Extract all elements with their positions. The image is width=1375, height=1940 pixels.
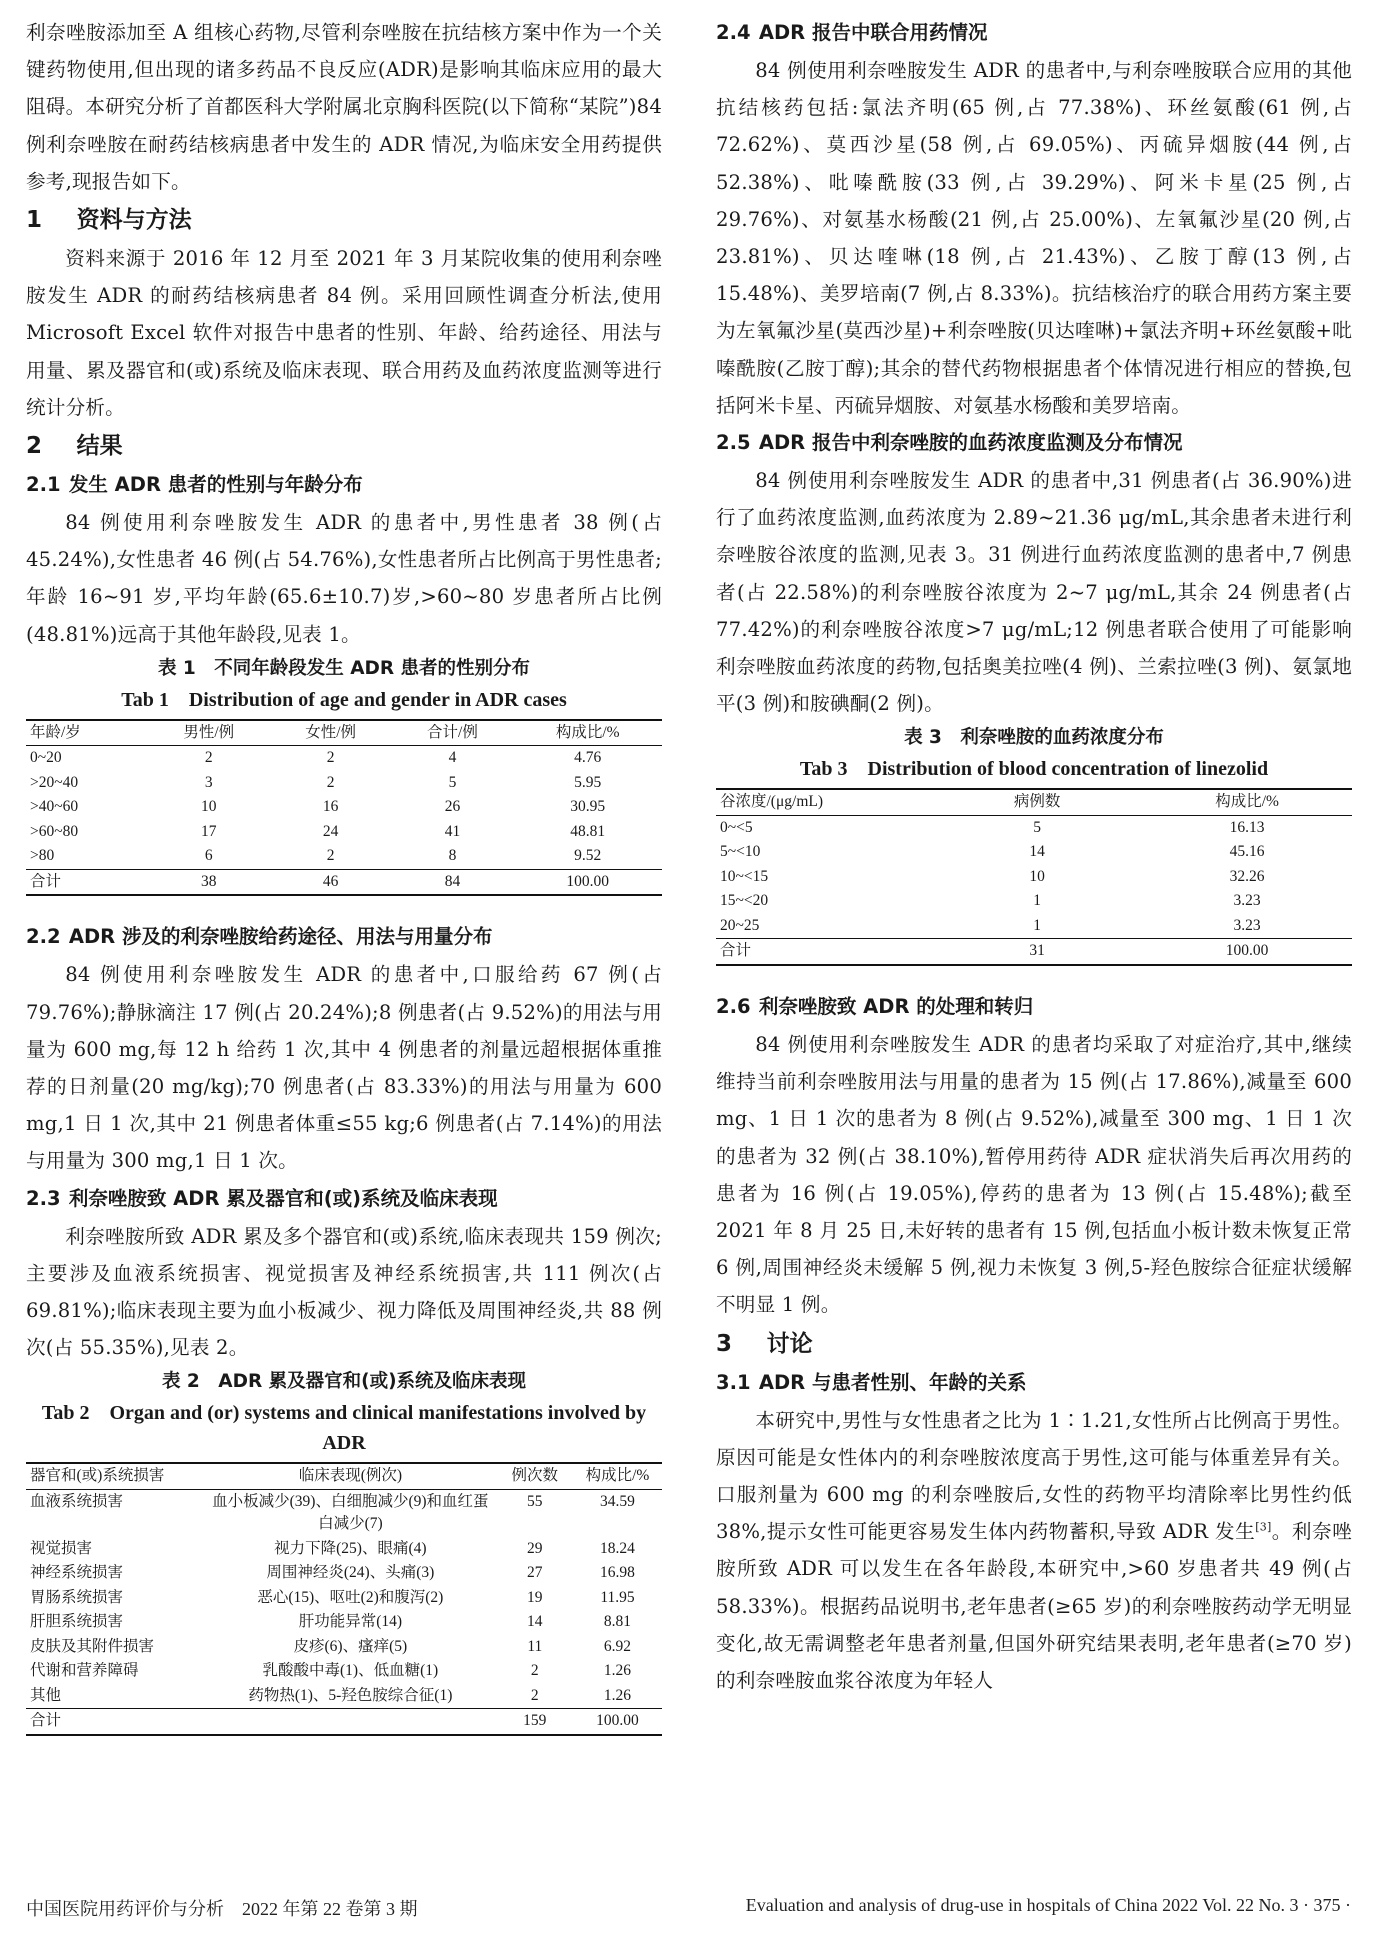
table-row	[26, 1561, 662, 1586]
subsection-number: 3.1	[716, 1370, 751, 1394]
subsection-title: 发生 ADR 患者的性别与年龄分布	[68, 473, 363, 497]
table-header: 例次数	[511, 1467, 559, 1485]
table-row	[716, 914, 1352, 939]
subsection-number: 2.6	[716, 994, 751, 1018]
subsection-number: 2.3	[26, 1186, 61, 1210]
table-cell: 84	[444, 872, 461, 890]
table-cell: 26	[444, 798, 461, 816]
subsection-title: ADR 与患者性别、年龄的关系	[758, 1370, 1027, 1394]
table-row	[26, 795, 662, 820]
table-cell: 32.26	[1229, 867, 1265, 885]
section-title: 讨论	[766, 1330, 813, 1357]
subsection-title: ADR 报告中利奈唑胺的血药浓度监测及分布情况	[758, 431, 1183, 455]
table-cell: 10	[1029, 867, 1045, 885]
table-cell: >80	[30, 847, 55, 865]
table-cell: 16.13	[1229, 818, 1265, 836]
section-number: 3	[716, 1330, 733, 1357]
intro-paragraph: 利奈唑胺添加至 A 组核心药物,尽管利奈唑胺在抗结核方案中作为一个关键药物使用,但出现的诸多药品不良反应(ADR)是影响其临床应用的最大阻碍。本研究分析了首都医科大学附属北京胸科医院(以下简称“某院”)84 例利奈唑胺在耐药结核病患者中发生的 ADR 情况,为临床安全用药提供参考,现报告如下。	[26, 21, 662, 193]
table-1	[26, 719, 662, 897]
table-cell: 药物热(1)、5-羟色胺综合征(1)	[248, 1686, 453, 1704]
table-cell: 2	[530, 1662, 539, 1680]
table-cell: 14	[1029, 843, 1045, 861]
footer-journal-en	[746, 1895, 1351, 1916]
table-cell: 肝功能异常(14)	[298, 1613, 403, 1631]
table-row	[716, 840, 1352, 865]
table-header-row	[26, 720, 662, 746]
table-cell: 100.00	[596, 1712, 639, 1730]
table-cell: 8.81	[603, 1613, 632, 1631]
table-cell: 5	[448, 773, 457, 791]
table-header: 女性/例	[305, 723, 357, 741]
table-cell: 100.00	[1225, 942, 1269, 960]
table-row	[26, 746, 662, 771]
table-cell: 2	[326, 749, 335, 767]
table-cell: 2	[326, 847, 335, 865]
table-cell: 6.92	[603, 1637, 632, 1655]
table-cell: 0~20	[30, 749, 62, 767]
table-row	[26, 1684, 662, 1709]
table-cell: 1	[1033, 892, 1042, 910]
table-cell: 胃肠系统损害	[30, 1588, 124, 1606]
table-cell: 皮疹(6)、瘙痒(5)	[293, 1637, 408, 1655]
subsection-number: 2.5	[716, 431, 751, 455]
table-row	[716, 815, 1352, 840]
table-1-caption-en: Tab 1 Distribution of age and gender in ADR cases	[121, 688, 567, 711]
table-cell: 18.24	[600, 1539, 635, 1557]
table-cell: 合计	[720, 942, 752, 960]
table-cell: 2	[530, 1686, 539, 1704]
left-column	[26, 14, 662, 1736]
table-cell: 1.26	[603, 1686, 632, 1704]
paragraph-text: 。利奈唑胺所致 ADR 可以发生在各年龄段,本研究中,>60 岁患者共 49 例(占 58.33%)。根据药品说明书,老年患者(≥65 岁)的利奈唑胺药动学无明显变化,故无需调整老年患者剂量,但国外研究结果表明,老年患者(≥70 岁)的利奈唑胺血浆谷浓度为年轻人	[716, 1520, 1352, 1692]
table-cell: 14	[527, 1613, 543, 1631]
section-number: 1	[26, 207, 43, 234]
table-cell: 10~<15	[720, 867, 769, 885]
section-2-4-heading	[716, 14, 1352, 52]
section-2-5-heading	[716, 424, 1352, 462]
table-cell: 100.00	[566, 872, 609, 890]
table-cell: 30.95	[570, 798, 606, 816]
table-row	[26, 1489, 662, 1537]
table-cell: 周围神经炎(24)、头痛(3)	[266, 1564, 435, 1582]
table-cell: 17	[201, 822, 217, 840]
table-total-row	[26, 1709, 662, 1735]
table-cell: 16.98	[600, 1564, 635, 1582]
table-cell: 视觉损害	[30, 1539, 93, 1557]
table-row	[26, 1610, 662, 1635]
table-3	[716, 788, 1352, 966]
section-title: 资料与方法	[76, 207, 192, 234]
table-cell: 3.23	[1233, 892, 1261, 910]
table-row	[26, 1659, 662, 1684]
table-cell: 55	[527, 1492, 543, 1510]
table-cell: 乳酸酸中毒(1)、低血糖(1)	[262, 1662, 439, 1680]
table-cell: 0~<5	[720, 818, 753, 836]
section-2-1-paragraph: 84 例使用利奈唑胺发生 ADR 的患者中,男性患者 38 例(占 45.24%),女性患者 46 例(占 54.76%),女性患者所占比例高于男性患者;年龄 16~91 岁,平均年龄(65.6±10.7)岁,>60~80 岁患者所占比例(48.81%)远高于其他年龄段,见表 1。	[26, 511, 662, 646]
table-cell: 其他	[30, 1686, 62, 1704]
table-row	[26, 1586, 662, 1611]
table-cell: 4	[448, 749, 457, 767]
right-column	[716, 14, 1352, 1699]
table-cell: 46	[322, 872, 339, 890]
table-cell: >20~40	[30, 773, 79, 791]
section-title: 结果	[76, 433, 123, 460]
section-3-1-paragraph	[716, 1402, 1352, 1700]
table-1-caption-cn: 表 1 不同年龄段发生 ADR 患者的性别分布	[157, 657, 531, 679]
table-cell: 神经系统损害	[30, 1564, 124, 1582]
table-cell: 24	[322, 822, 339, 840]
table-row	[26, 844, 662, 869]
table-cell: 血液系统损害	[30, 1492, 124, 1510]
citation-reference[interactable]: [3]	[1255, 1520, 1272, 1534]
table-cell: 5.95	[574, 773, 602, 791]
table-3-caption-cn: 表 3 利奈唑胺的血药浓度分布	[904, 727, 1164, 749]
table-cell: 5~<10	[720, 843, 761, 861]
table-cell: 合计	[30, 1712, 62, 1730]
page-number: · 375 ·	[1303, 1895, 1351, 1915]
table-cell: 合计	[30, 872, 62, 890]
table-cell: 1.26	[603, 1662, 632, 1680]
table-cell: 9.52	[574, 847, 602, 865]
table-cell: 血小板减少(39)、白细胞减少(9)和血红蛋白减少(7)	[212, 1492, 489, 1533]
section-2-5-paragraph: 84 例使用利奈唑胺发生 ADR 的患者中,31 例患者(占 36.90%)进行了血药浓度监测,血药浓度为 2.89~21.36 μg/mL,其余患者未进行利奈唑胺谷浓度的监测,见表 3。31 例进行血药浓度监测的患者中,7 例患者(占 22.58%)的利奈唑胺谷浓度为 2~7 μg/mL,其余 24 例患者(占 77.42%)的利奈唑胺谷浓度>7 μg/mL;12 例患者联合使用了可能影响利奈唑胺血药浓度的药物,包括奥美拉唑(4 例)、兰索拉唑(3 例)、氨氯地平(3 例)和胺碘酮(2 例)。	[716, 469, 1352, 716]
table-row	[716, 889, 1352, 914]
subsection-title: 利奈唑胺致 ADR 累及器官和(或)系统及临床表现	[68, 1186, 498, 1210]
table-header: 合计/例	[427, 723, 478, 741]
table-cell	[204, 1709, 497, 1735]
section-1-paragraph: 资料来源于 2016 年 12 月至 2021 年 3 月某院收集的使用利奈唑胺发生 ADR 的耐药结核病患者 84 例。采用回顾性调查分析法,使用 Microsoft Excel 软件对报告中患者的性别、年龄、给药途径、用法与用量、累及器官和(或)系统及临床表现、联合用药及血药浓度监测等进行统计分析。	[26, 247, 662, 419]
table-header: 男性/例	[183, 723, 235, 741]
table-cell: >40~60	[30, 798, 79, 816]
section-number: 2	[26, 433, 43, 460]
table-header: 构成比/%	[585, 1467, 650, 1485]
table-cell: 代谢和营养障碍	[30, 1662, 139, 1680]
table-header: 临床表现(例次)	[298, 1467, 403, 1485]
table-total-row	[716, 939, 1352, 965]
section-2-heading	[26, 426, 662, 466]
table-2-caption-en: Tab 2 Organ and (or) systems and clinical manifestations involved by ADR	[41, 1402, 647, 1455]
table-cell: 8	[448, 847, 457, 865]
table-cell: 15~<20	[720, 892, 769, 910]
table-header: 年龄/岁	[30, 723, 81, 741]
section-2-6-paragraph: 84 例使用利奈唑胺发生 ADR 的患者均采取了对症治疗,其中,继续维持当前利奈唑胺用法与用量的患者为 15 例(占 17.86%),减量至 600 mg、1 日 1 次的患者为 8 例(占 9.52%),减量至 300 mg、1 日 1 次的患者为 32 例(占 38.10%),暂停用药待 ADR 症状消失后再次用药的患者为 16 例(占 19.05%),停药的患者为 13 例(占 15.48%);截至 2021 年 8 月 25 日,未好转的患者有 15 例,包括血小板计数未恢复正常 6 例,周围神经炎未缓解 5 例,视力未恢复 3 例,5-羟色胺综合征症状缓解不明显 1 例。	[716, 1032, 1352, 1317]
subsection-title: ADR 涉及的利奈唑胺给药途径、用法与用量分布	[68, 925, 493, 949]
section-1-heading	[26, 200, 662, 240]
table-cell: 2	[204, 749, 213, 767]
section-3-heading	[716, 1324, 1352, 1364]
table-cell: 10	[201, 798, 217, 816]
footer-journal-cn: 中国医院用药评价与分析 2022 年第 22 卷第 3 期	[26, 1899, 418, 1919]
table-cell: 159	[523, 1712, 547, 1730]
table-row	[26, 771, 662, 796]
table-row	[26, 820, 662, 845]
table-cell: 20~25	[720, 916, 760, 934]
table-cell: 34.59	[600, 1492, 635, 1510]
table-header-row	[716, 789, 1352, 815]
table-row	[716, 865, 1352, 890]
table-cell: 4.76	[574, 749, 602, 767]
section-2-1-heading	[26, 466, 662, 504]
table-cell: 31	[1029, 942, 1045, 960]
section-2-2-paragraph: 84 例使用利奈唑胺发生 ADR 的患者中,口服给药 67 例(占 79.76%);静脉滴注 17 例(占 20.24%);8 例患者(占 9.52%)的用法与用量为 600 mg,每 12 h 给药 1 次,其中 4 例患者的剂量远超根据体重推荐的日剂量(20 mg/kg);70 例患者(占 83.33%)的用法与用量为 600 mg,1 日 1 次,其中 21 例患者体重≤55 kg;6 例患者(占 7.14%)的用法与用量为 300 mg,1 日 1 次。	[26, 963, 662, 1173]
table-cell: 19	[527, 1588, 543, 1606]
section-2-4-paragraph: 84 例使用利奈唑胺发生 ADR 的患者中,与利奈唑胺联合应用的其他抗结核药包括:氯法齐明(65 例,占 77.38%)、环丝氨酸(61 例,占 72.62%)、莫西沙星(58 例,占 69.05%)、丙硫异烟胺(44 例,占 52.38%)、吡嗪酰胺(33 例,占 39.29%)、阿米卡星(25 例,占 29.76%)、对氨基水杨酸(21 例,占 25.00%)、左氧氟沙星(20 例,占 23.81%)、贝达喹啉(18 例,占 21.43%)、乙胺丁醇(13 例,占 15.48%)、美罗培南(7 例,占 8.33%)。抗结核治疗的联合用药方案主要为左氧氟沙星(莫西沙星)+利奈唑胺(贝达喹啉)+氯法齐明+环丝氨酸+吡嗪酰胺(乙胺丁醇);其余的替代药物根据患者个体情况进行相应的替换,包括阿米卡星、丙硫异烟胺、对氨基水杨酸和美罗培南。	[716, 59, 1352, 417]
table-2	[26, 1462, 662, 1736]
table-2-caption-cn: 表 2 ADR 累及器官和(或)系统及临床表现	[161, 1371, 527, 1393]
table-cell: 11.95	[600, 1588, 635, 1606]
table-cell: 27	[527, 1564, 543, 1582]
table-cell: 皮肤及其附件损害	[30, 1637, 155, 1655]
table-cell: 2	[326, 773, 335, 791]
table-header: 谷浓度/(μg/mL)	[720, 793, 824, 811]
table-cell: 1	[1033, 916, 1042, 934]
table-cell: 11	[527, 1637, 543, 1655]
subsection-number: 2.4	[716, 21, 751, 44]
table-header: 构成比/%	[1215, 793, 1279, 811]
table-header: 器官和(或)系统损害	[30, 1467, 165, 1485]
table-cell: 恶心(15)、呕吐(2)和腹泻(2)	[257, 1588, 444, 1606]
table-cell: 3	[204, 773, 213, 791]
section-3-1-heading	[716, 1364, 1352, 1402]
table-cell: 29	[527, 1539, 543, 1557]
table-row	[26, 1635, 662, 1660]
table-cell: 肝胆系统损害	[30, 1613, 124, 1631]
table-cell: 5	[1033, 818, 1042, 836]
table-header: 构成比/%	[555, 723, 620, 741]
section-2-2-heading	[26, 918, 662, 956]
table-cell: >60~80	[30, 822, 79, 840]
section-2-3-heading	[26, 1180, 662, 1218]
table-cell: 16	[322, 798, 339, 816]
table-header-row	[26, 1463, 662, 1489]
section-2-3-paragraph: 利奈唑胺所致 ADR 累及多个器官和(或)系统,临床表现共 159 例次;主要涉及血液系统损害、视觉损害及神经系统损害,共 111 例次(占 69.81%);临床表现主要为血小板减少、视力降低及周围神经炎,共 88 例次(占 55.35%),见表 2。	[26, 1224, 662, 1360]
table-cell: 45.16	[1229, 843, 1265, 861]
subsection-number: 2.2	[26, 925, 61, 949]
table-cell: 3.23	[1233, 916, 1261, 934]
table-3-caption-en: Tab 3 Distribution of blood concentration of linezolid	[799, 758, 1269, 781]
subsection-title: 利奈唑胺致 ADR 的处理和转归	[758, 994, 1034, 1018]
table-row	[26, 1537, 662, 1562]
paragraph-text: 本研究中,男性与女性患者之比为 1∶1.21,女性所占比例高于男性。原因可能是女性体内的利奈唑胺浓度高于男性,这可能与体重差异有关。口服剂量为 600 mg 的利奈唑胺后,女性的药物平均清除率比男性约低 38%,提示女性可能更容易发生体内药物蓄积,导致 ADR 发生	[716, 1408, 1352, 1544]
table-header: 病例数	[1013, 793, 1061, 811]
section-2-6-heading	[716, 988, 1352, 1026]
table-cell: 48.81	[570, 822, 606, 840]
table-cell: 41	[444, 822, 461, 840]
subsection-title: ADR 报告中联合用药情况	[758, 21, 988, 44]
table-total-row	[26, 869, 662, 895]
table-cell: 38	[201, 872, 217, 890]
table-cell: 视力下降(25)、眼痛(4)	[274, 1539, 427, 1557]
subsection-number: 2.1	[26, 473, 61, 497]
table-cell: 6	[204, 847, 213, 865]
journal-title-en: Evaluation and analysis of drug-use in hospitals of China 2022 Vol. 22 No. 3	[745, 1895, 1299, 1915]
